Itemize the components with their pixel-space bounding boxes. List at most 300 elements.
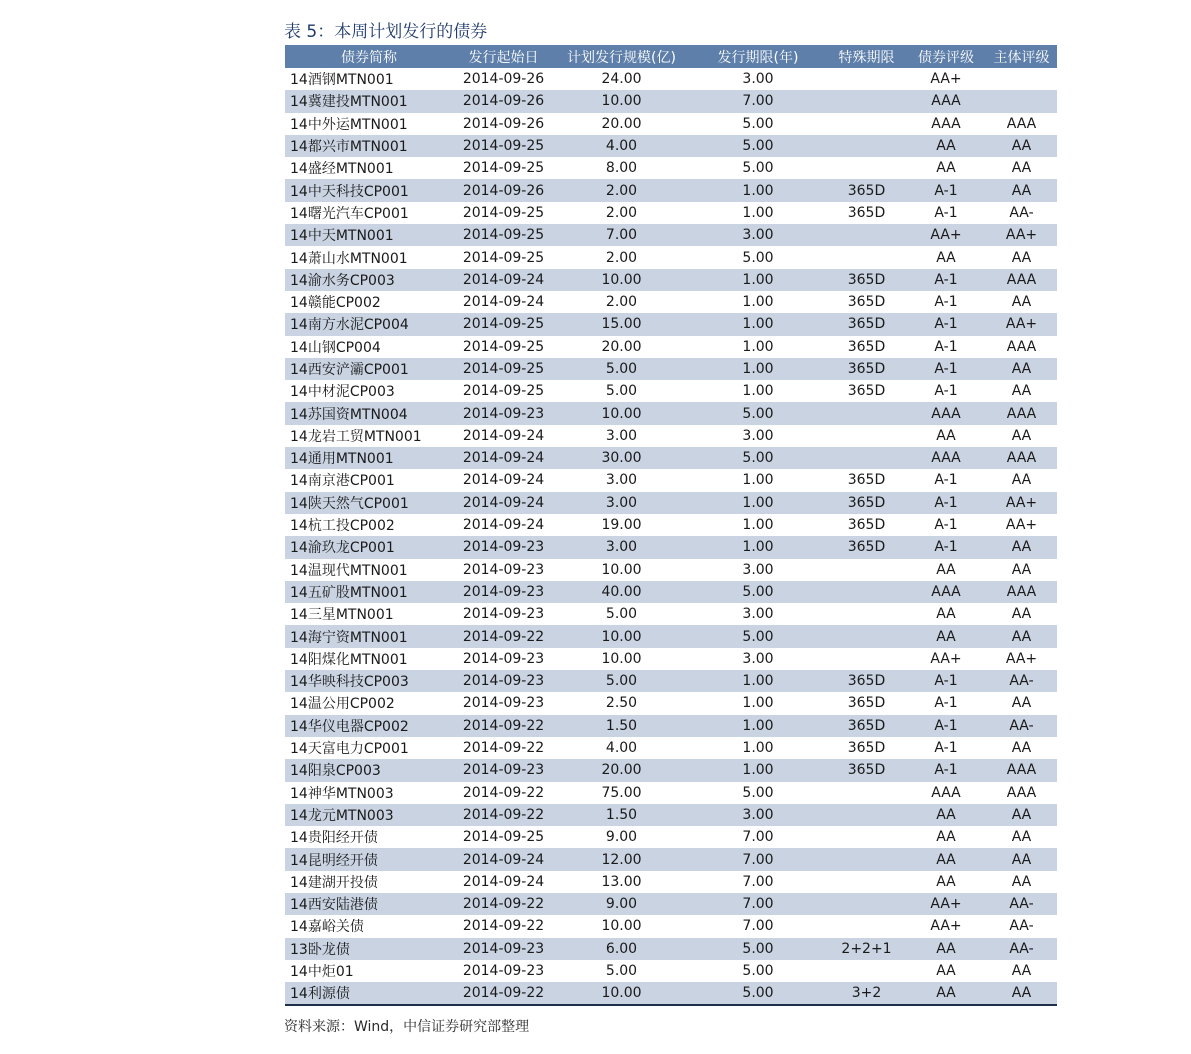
cell-bond-name: 14贵阳经开债 <box>290 830 378 847</box>
cell-issue-size: 5.00 <box>605 606 638 623</box>
cell-special-term <box>827 603 906 625</box>
cell-bond-name: 14南京港CP001 <box>290 473 395 490</box>
cell-start-date: 2014-09-22 <box>453 715 554 737</box>
cell-bond-rating: AAA <box>931 115 961 132</box>
cell-start-date: 2014-09-26 <box>462 115 545 132</box>
table-row <box>285 358 1057 380</box>
cell-special-term: 365D <box>847 294 886 311</box>
cell-special-term <box>827 648 906 670</box>
cell-start-date: 2014-09-24 <box>453 492 554 514</box>
cell-start-date: 2014-09-23 <box>453 938 554 960</box>
cell-special-term <box>827 848 906 870</box>
table-row <box>285 893 1057 915</box>
cell-issue-size: 13.00 <box>601 873 642 890</box>
cell-bond-rating: AA <box>936 963 956 980</box>
cell-bond-rating: A-1 <box>934 740 958 757</box>
cell-issuer-rating: AA <box>986 625 1057 647</box>
cell-bond-name: 14阳泉CP003 <box>285 759 453 781</box>
cell-issue-size: 12.00 <box>554 848 689 870</box>
cell-term: 1.00 <box>742 204 774 221</box>
table-row <box>285 625 1057 647</box>
cell-special-term <box>827 581 906 603</box>
cell-issue-size: 3.00 <box>554 536 689 558</box>
cell-issue-size: 75.00 <box>601 784 642 801</box>
cell-issuer-rating: AA- <box>986 715 1057 737</box>
cell-special-term <box>827 782 906 804</box>
cell-start-date: 2014-09-25 <box>462 829 545 846</box>
cell-bond-name: 14阳煤化MTN001 <box>290 651 408 668</box>
table-row <box>285 737 1057 759</box>
cell-start-date: 2014-09-26 <box>453 179 554 201</box>
cell-term: 1.00 <box>742 383 774 400</box>
cell-issue-size: 4.00 <box>605 740 638 757</box>
cell-start-date: 2014-09-25 <box>453 224 554 246</box>
cell-bond-name: 14冀建投MTN001 <box>285 90 453 112</box>
table-row <box>285 425 1057 447</box>
cell-special-term: 3+2 <box>827 982 906 1005</box>
cell-bond-name: 14陕天然气CP001 <box>285 492 453 514</box>
cell-start-date: 2014-09-25 <box>453 358 554 380</box>
cell-bond-rating: A-1 <box>934 695 958 712</box>
cell-bond-name: 14西安陆港债 <box>285 893 453 915</box>
cell-term: 7.00 <box>689 893 827 915</box>
cell-issuer-rating: AA <box>1011 427 1032 444</box>
cell-term: 3.00 <box>742 71 774 88</box>
cell-issuer-rating: AA <box>1011 561 1032 578</box>
cell-term: 5.00 <box>689 938 827 960</box>
table-row <box>285 581 1057 603</box>
cell-start-date: 2014-09-24 <box>462 873 545 890</box>
cell-term: 1.00 <box>689 492 827 514</box>
cell-special-term <box>827 113 906 135</box>
cell-bond-rating: A-1 <box>906 759 986 781</box>
cell-bond-rating: AA <box>906 135 986 157</box>
cell-special-term <box>827 68 906 90</box>
table-row <box>285 224 1057 246</box>
cell-start-date: 2014-09-23 <box>453 536 554 558</box>
cell-start-date: 2014-09-23 <box>462 650 545 667</box>
cell-bond-rating: AA <box>936 249 956 266</box>
cell-issue-size: 1.50 <box>554 804 689 826</box>
cell-issue-size: 10.00 <box>601 918 642 935</box>
cell-issuer-rating: AA <box>1011 873 1032 890</box>
cell-special-term <box>827 960 906 982</box>
cell-issue-size: 20.00 <box>554 759 689 781</box>
cell-special-term <box>827 915 906 937</box>
cell-start-date: 2014-09-26 <box>453 90 554 112</box>
cell-bond-name: 14中炬01 <box>290 964 354 981</box>
table-row <box>285 269 1057 291</box>
cell-bond-rating: AA+ <box>906 224 986 246</box>
cell-issue-size: 20.00 <box>601 338 642 355</box>
cell-issuer-rating: AAA <box>986 759 1057 781</box>
cell-start-date: 2014-09-25 <box>462 204 545 221</box>
cell-issuer-rating <box>986 90 1057 112</box>
cell-special-term: 2+2+1 <box>827 938 906 960</box>
cell-issue-size: 10.00 <box>554 982 689 1005</box>
cell-issuer-rating: AAA <box>1006 338 1037 355</box>
cell-issuer-rating: AA <box>1011 294 1032 311</box>
cell-special-term: 365D <box>847 204 886 221</box>
cell-term: 7.00 <box>742 873 774 890</box>
cell-term: 5.00 <box>742 115 774 132</box>
cell-bond-name: 14渝水务CP003 <box>285 269 453 291</box>
cell-issuer-rating: AA <box>986 135 1057 157</box>
table-row <box>285 982 1057 1005</box>
cell-bond-name: 14西安浐灞CP001 <box>285 358 453 380</box>
cell-start-date: 2014-09-22 <box>453 893 554 915</box>
cell-bond-name: 14杭工投CP002 <box>290 518 395 535</box>
cell-bond-rating: A-1 <box>906 670 986 692</box>
cell-bond-name: 13卧龙债 <box>285 938 453 960</box>
cell-bond-rating: A-1 <box>934 517 958 534</box>
cell-special-term <box>827 246 906 268</box>
cell-term: 5.00 <box>689 402 827 424</box>
cell-bond-rating: AA <box>906 938 986 960</box>
cell-issuer-rating: AA <box>986 848 1057 870</box>
cell-special-term <box>827 402 906 424</box>
cell-special-term: 365D <box>847 517 886 534</box>
cell-issuer-rating: AA+ <box>1005 650 1038 667</box>
cell-start-date: 2014-09-23 <box>453 759 554 781</box>
cell-start-date: 2014-09-24 <box>462 427 545 444</box>
cell-issue-size: 10.00 <box>554 269 689 291</box>
cell-term: 1.00 <box>689 715 827 737</box>
cell-term: 5.00 <box>689 982 827 1005</box>
cell-term: 1.00 <box>689 313 827 335</box>
table-row <box>285 492 1057 514</box>
cell-term: 7.00 <box>742 918 774 935</box>
cell-issue-size: 10.00 <box>601 650 642 667</box>
cell-term: 3.00 <box>742 606 774 623</box>
cell-bond-rating: AAA <box>906 90 986 112</box>
cell-start-date: 2014-09-23 <box>453 402 554 424</box>
cell-special-term <box>827 625 906 647</box>
cell-issue-size: 10.00 <box>554 90 689 112</box>
cell-special-term: 365D <box>827 759 906 781</box>
cell-issue-size: 3.00 <box>605 427 638 444</box>
cell-start-date: 2014-09-24 <box>462 472 545 489</box>
cell-special-term: 365D <box>847 695 886 712</box>
cell-issuer-rating: AA+ <box>986 313 1057 335</box>
cell-issue-size: 40.00 <box>554 581 689 603</box>
table-row <box>285 804 1057 826</box>
table-row <box>285 380 1057 402</box>
cell-issue-size: 1.50 <box>554 715 689 737</box>
cell-issuer-rating: AA <box>986 179 1057 201</box>
table-row <box>285 759 1057 781</box>
cell-issuer-rating: AA <box>1011 472 1032 489</box>
cell-issue-size: 5.00 <box>605 383 638 400</box>
cell-special-term <box>827 157 906 179</box>
cell-start-date: 2014-09-25 <box>453 313 554 335</box>
table-row <box>285 113 1057 135</box>
cell-special-term: 365D <box>847 338 886 355</box>
cell-issue-size: 5.00 <box>554 358 689 380</box>
cell-term: 3.00 <box>689 804 827 826</box>
table-row <box>285 715 1057 737</box>
cell-start-date: 2014-09-25 <box>462 249 545 266</box>
source-note: 资料来源：Wind，中信证券研究部整理 <box>284 1019 530 1035</box>
cell-bond-name: 14苏国资MTN004 <box>285 402 453 424</box>
table-row <box>285 871 1057 893</box>
cell-issuer-rating: AA <box>1011 829 1032 846</box>
cell-bond-rating: A-1 <box>934 383 958 400</box>
cell-bond-name: 14昆明经开债 <box>285 848 453 870</box>
cell-issuer-rating: AA <box>1011 695 1032 712</box>
cell-term: 7.00 <box>689 848 827 870</box>
table-row <box>285 469 1057 491</box>
cell-bond-name: 14中天科技CP001 <box>285 179 453 201</box>
cell-bond-name: 14南方水泥CP004 <box>285 313 453 335</box>
cell-bond-rating: AAA <box>906 581 986 603</box>
cell-issue-size: 6.00 <box>554 938 689 960</box>
cell-term: 3.00 <box>689 224 827 246</box>
cell-bond-name: 14嘉峪关债 <box>290 919 364 936</box>
cell-special-term: 365D <box>827 313 906 335</box>
cell-issue-size: 2.50 <box>605 695 638 712</box>
table-row <box>285 848 1057 870</box>
table-row <box>285 692 1057 714</box>
cell-issue-size: 5.00 <box>605 963 638 980</box>
cell-special-term: 365D <box>827 670 906 692</box>
cell-start-date: 2014-09-24 <box>462 517 545 534</box>
cell-bond-rating: AAA <box>906 402 986 424</box>
cell-issue-size: 9.00 <box>554 893 689 915</box>
cell-start-date: 2014-09-22 <box>453 625 554 647</box>
col-header-bond-rating: 债券评级 <box>906 45 986 68</box>
table-row <box>285 915 1057 937</box>
cell-issuer-rating: AA <box>1011 963 1032 980</box>
cell-issuer-rating: AAA <box>986 269 1057 291</box>
cell-term: 7.00 <box>742 829 774 846</box>
cell-issue-size: 5.00 <box>554 670 689 692</box>
cell-issue-size: 19.00 <box>601 517 642 534</box>
cell-term: 1.00 <box>689 179 827 201</box>
cell-special-term <box>827 893 906 915</box>
cell-special-term: 365D <box>827 492 906 514</box>
cell-issuer-rating <box>986 68 1057 90</box>
table-row <box>285 157 1057 179</box>
cell-issuer-rating: AA <box>986 982 1057 1005</box>
cell-bond-name: 14利源债 <box>285 982 453 1005</box>
cell-special-term <box>827 135 906 157</box>
cell-bond-rating: AA+ <box>930 918 962 935</box>
cell-bond-rating: AA <box>906 848 986 870</box>
cell-issue-size: 3.00 <box>554 492 689 514</box>
cell-bond-rating: AA <box>936 160 956 177</box>
cell-bond-name: 14都兴市MTN001 <box>285 135 453 157</box>
cell-bond-name: 14温公用CP002 <box>290 696 395 713</box>
cell-bond-rating: A-1 <box>906 269 986 291</box>
cell-special-term: 365D <box>827 536 906 558</box>
cell-issue-size: 20.00 <box>601 115 642 132</box>
table-body <box>285 68 1057 1005</box>
cell-bond-rating: A-1 <box>934 338 958 355</box>
cell-start-date: 2014-09-23 <box>453 581 554 603</box>
cell-bond-rating: A-1 <box>934 204 958 221</box>
table-row <box>285 313 1057 335</box>
cell-issuer-rating: AA <box>986 358 1057 380</box>
cell-special-term <box>827 871 906 893</box>
cell-term: 1.00 <box>742 472 774 489</box>
cell-start-date: 2014-09-22 <box>453 982 554 1005</box>
cell-term: 1.00 <box>689 358 827 380</box>
cell-issue-size: 10.00 <box>554 625 689 647</box>
cell-term: 1.00 <box>689 536 827 558</box>
col-header-special-term: 特殊期限 <box>827 45 906 68</box>
cell-issuer-rating: AA- <box>1009 204 1034 221</box>
cell-bond-name: 14温现代MTN001 <box>290 562 408 579</box>
cell-start-date: 2014-09-24 <box>453 848 554 870</box>
cell-special-term: 365D <box>827 715 906 737</box>
cell-special-term: 365D <box>827 269 906 291</box>
table-row <box>285 938 1057 960</box>
cell-issuer-rating: AA+ <box>1005 517 1038 534</box>
cell-issuer-rating: AA <box>986 536 1057 558</box>
cell-special-term: 365D <box>847 740 886 757</box>
cell-issuer-rating: AA+ <box>986 224 1057 246</box>
cell-term: 1.00 <box>742 294 774 311</box>
table-row <box>285 670 1057 692</box>
cell-special-term: 365D <box>827 179 906 201</box>
cell-issue-size: 15.00 <box>554 313 689 335</box>
col-header-issuer-rating: 主体评级 <box>986 45 1057 68</box>
cell-bond-name: 14建湖开投债 <box>290 874 378 891</box>
col-header-term: 发行期限(年) <box>689 45 827 68</box>
cell-special-term <box>827 425 906 447</box>
cell-issue-size: 30.00 <box>554 447 689 469</box>
cell-bond-rating: AA+ <box>906 893 986 915</box>
cell-issuer-rating: AAA <box>1006 115 1037 132</box>
cell-bond-name: 14酒钢MTN001 <box>290 72 394 89</box>
cell-bond-rating: AA <box>936 873 956 890</box>
cell-bond-name: 14通用MTN001 <box>285 447 453 469</box>
cell-issue-size: 7.00 <box>554 224 689 246</box>
cell-bond-rating: AA <box>906 982 986 1005</box>
cell-bond-name: 14龙元MTN003 <box>285 804 453 826</box>
cell-bond-name: 14天富电力CP001 <box>290 741 409 758</box>
cell-term: 5.00 <box>742 963 774 980</box>
table-row <box>285 514 1057 536</box>
cell-issuer-rating: AA- <box>986 893 1057 915</box>
cell-start-date: 2014-09-22 <box>462 918 545 935</box>
cell-special-term: 365D <box>827 358 906 380</box>
cell-bond-rating: A-1 <box>906 358 986 380</box>
cell-special-term <box>827 224 906 246</box>
cell-bond-name: 14中外运MTN001 <box>290 116 408 133</box>
cell-bond-name: 14中天MTN001 <box>285 224 453 246</box>
table-row <box>285 202 1057 224</box>
col-header-start-date: 发行起始日 <box>453 45 554 68</box>
cell-special-term <box>827 447 906 469</box>
cell-issue-size: 2.00 <box>605 294 638 311</box>
cell-bond-name: 14五矿股MTN001 <box>285 581 453 603</box>
cell-term: 3.00 <box>742 561 774 578</box>
table-row <box>285 291 1057 313</box>
cell-bond-name: 14海宁资MTN001 <box>285 625 453 647</box>
table-header-row <box>285 45 1057 68</box>
cell-term: 5.00 <box>689 581 827 603</box>
cell-bond-rating: AA <box>936 606 956 623</box>
cell-bond-rating: AA <box>936 561 956 578</box>
cell-special-term: 365D <box>847 472 886 489</box>
cell-issue-size: 4.00 <box>554 135 689 157</box>
cell-start-date: 2014-09-23 <box>453 670 554 692</box>
cell-term: 1.00 <box>689 269 827 291</box>
cell-term: 3.00 <box>742 427 774 444</box>
cell-bond-rating: AAA <box>906 447 986 469</box>
cell-bond-name: 14三星MTN001 <box>290 607 394 624</box>
cell-issue-size: 2.00 <box>554 179 689 201</box>
cell-start-date: 2014-09-26 <box>462 71 545 88</box>
cell-issue-size: 10.00 <box>601 561 642 578</box>
bond-issuance-table <box>285 45 1057 1006</box>
table-row <box>285 135 1057 157</box>
cell-bond-rating: AA <box>906 804 986 826</box>
cell-start-date: 2014-09-24 <box>453 269 554 291</box>
table-row <box>285 246 1057 268</box>
cell-start-date: 2014-09-25 <box>462 338 545 355</box>
cell-special-term <box>827 90 906 112</box>
col-header-bond-name: 债券简称 <box>285 45 453 68</box>
cell-special-term: 365D <box>847 383 886 400</box>
cell-start-date: 2014-09-24 <box>453 447 554 469</box>
table-row <box>285 68 1057 90</box>
cell-term: 5.00 <box>689 625 827 647</box>
cell-bond-name: 14山钢CP004 <box>290 339 381 356</box>
table-row <box>285 336 1057 358</box>
cell-bond-name: 14曙光汽车CP001 <box>290 205 409 222</box>
cell-term: 5.00 <box>689 135 827 157</box>
table-row <box>285 402 1057 424</box>
cell-term: 1.00 <box>689 670 827 692</box>
cell-term: 1.00 <box>742 740 774 757</box>
cell-issuer-rating: AA <box>1011 606 1032 623</box>
cell-term: 7.00 <box>689 90 827 112</box>
cell-issue-size: 24.00 <box>601 71 642 88</box>
cell-start-date: 2014-09-23 <box>462 606 545 623</box>
cell-term: 5.00 <box>742 160 774 177</box>
cell-bond-rating: AA <box>936 427 956 444</box>
cell-bond-name: 14渝玖龙CP001 <box>285 536 453 558</box>
cell-start-date: 2014-09-23 <box>462 561 545 578</box>
table-title: 表 5：本周计划发行的债券 <box>284 22 488 42</box>
cell-bond-rating: A-1 <box>934 472 958 489</box>
cell-issuer-rating: AA <box>986 804 1057 826</box>
cell-bond-name: 14神华MTN003 <box>290 785 394 802</box>
table-row <box>285 179 1057 201</box>
table-row <box>285 90 1057 112</box>
cell-issuer-rating: AAA <box>986 402 1057 424</box>
cell-issuer-rating: AAA <box>1006 784 1037 801</box>
cell-start-date: 2014-09-25 <box>462 383 545 400</box>
cell-bond-rating: AA+ <box>930 650 962 667</box>
cell-issuer-rating: AA <box>1011 383 1032 400</box>
cell-special-term <box>827 559 906 581</box>
cell-start-date: 2014-09-24 <box>462 294 545 311</box>
cell-start-date: 2014-09-22 <box>453 804 554 826</box>
cell-bond-name: 14华仪电器CP002 <box>285 715 453 737</box>
cell-bond-rating: AAA <box>931 784 961 801</box>
cell-term: 1.00 <box>742 695 774 712</box>
cell-issuer-rating: AAA <box>986 447 1057 469</box>
table-row <box>285 826 1057 848</box>
cell-bond-rating: A-1 <box>906 492 986 514</box>
cell-issuer-rating: AA- <box>1009 918 1034 935</box>
cell-term: 5.00 <box>689 447 827 469</box>
cell-issue-size: 3.00 <box>605 472 638 489</box>
